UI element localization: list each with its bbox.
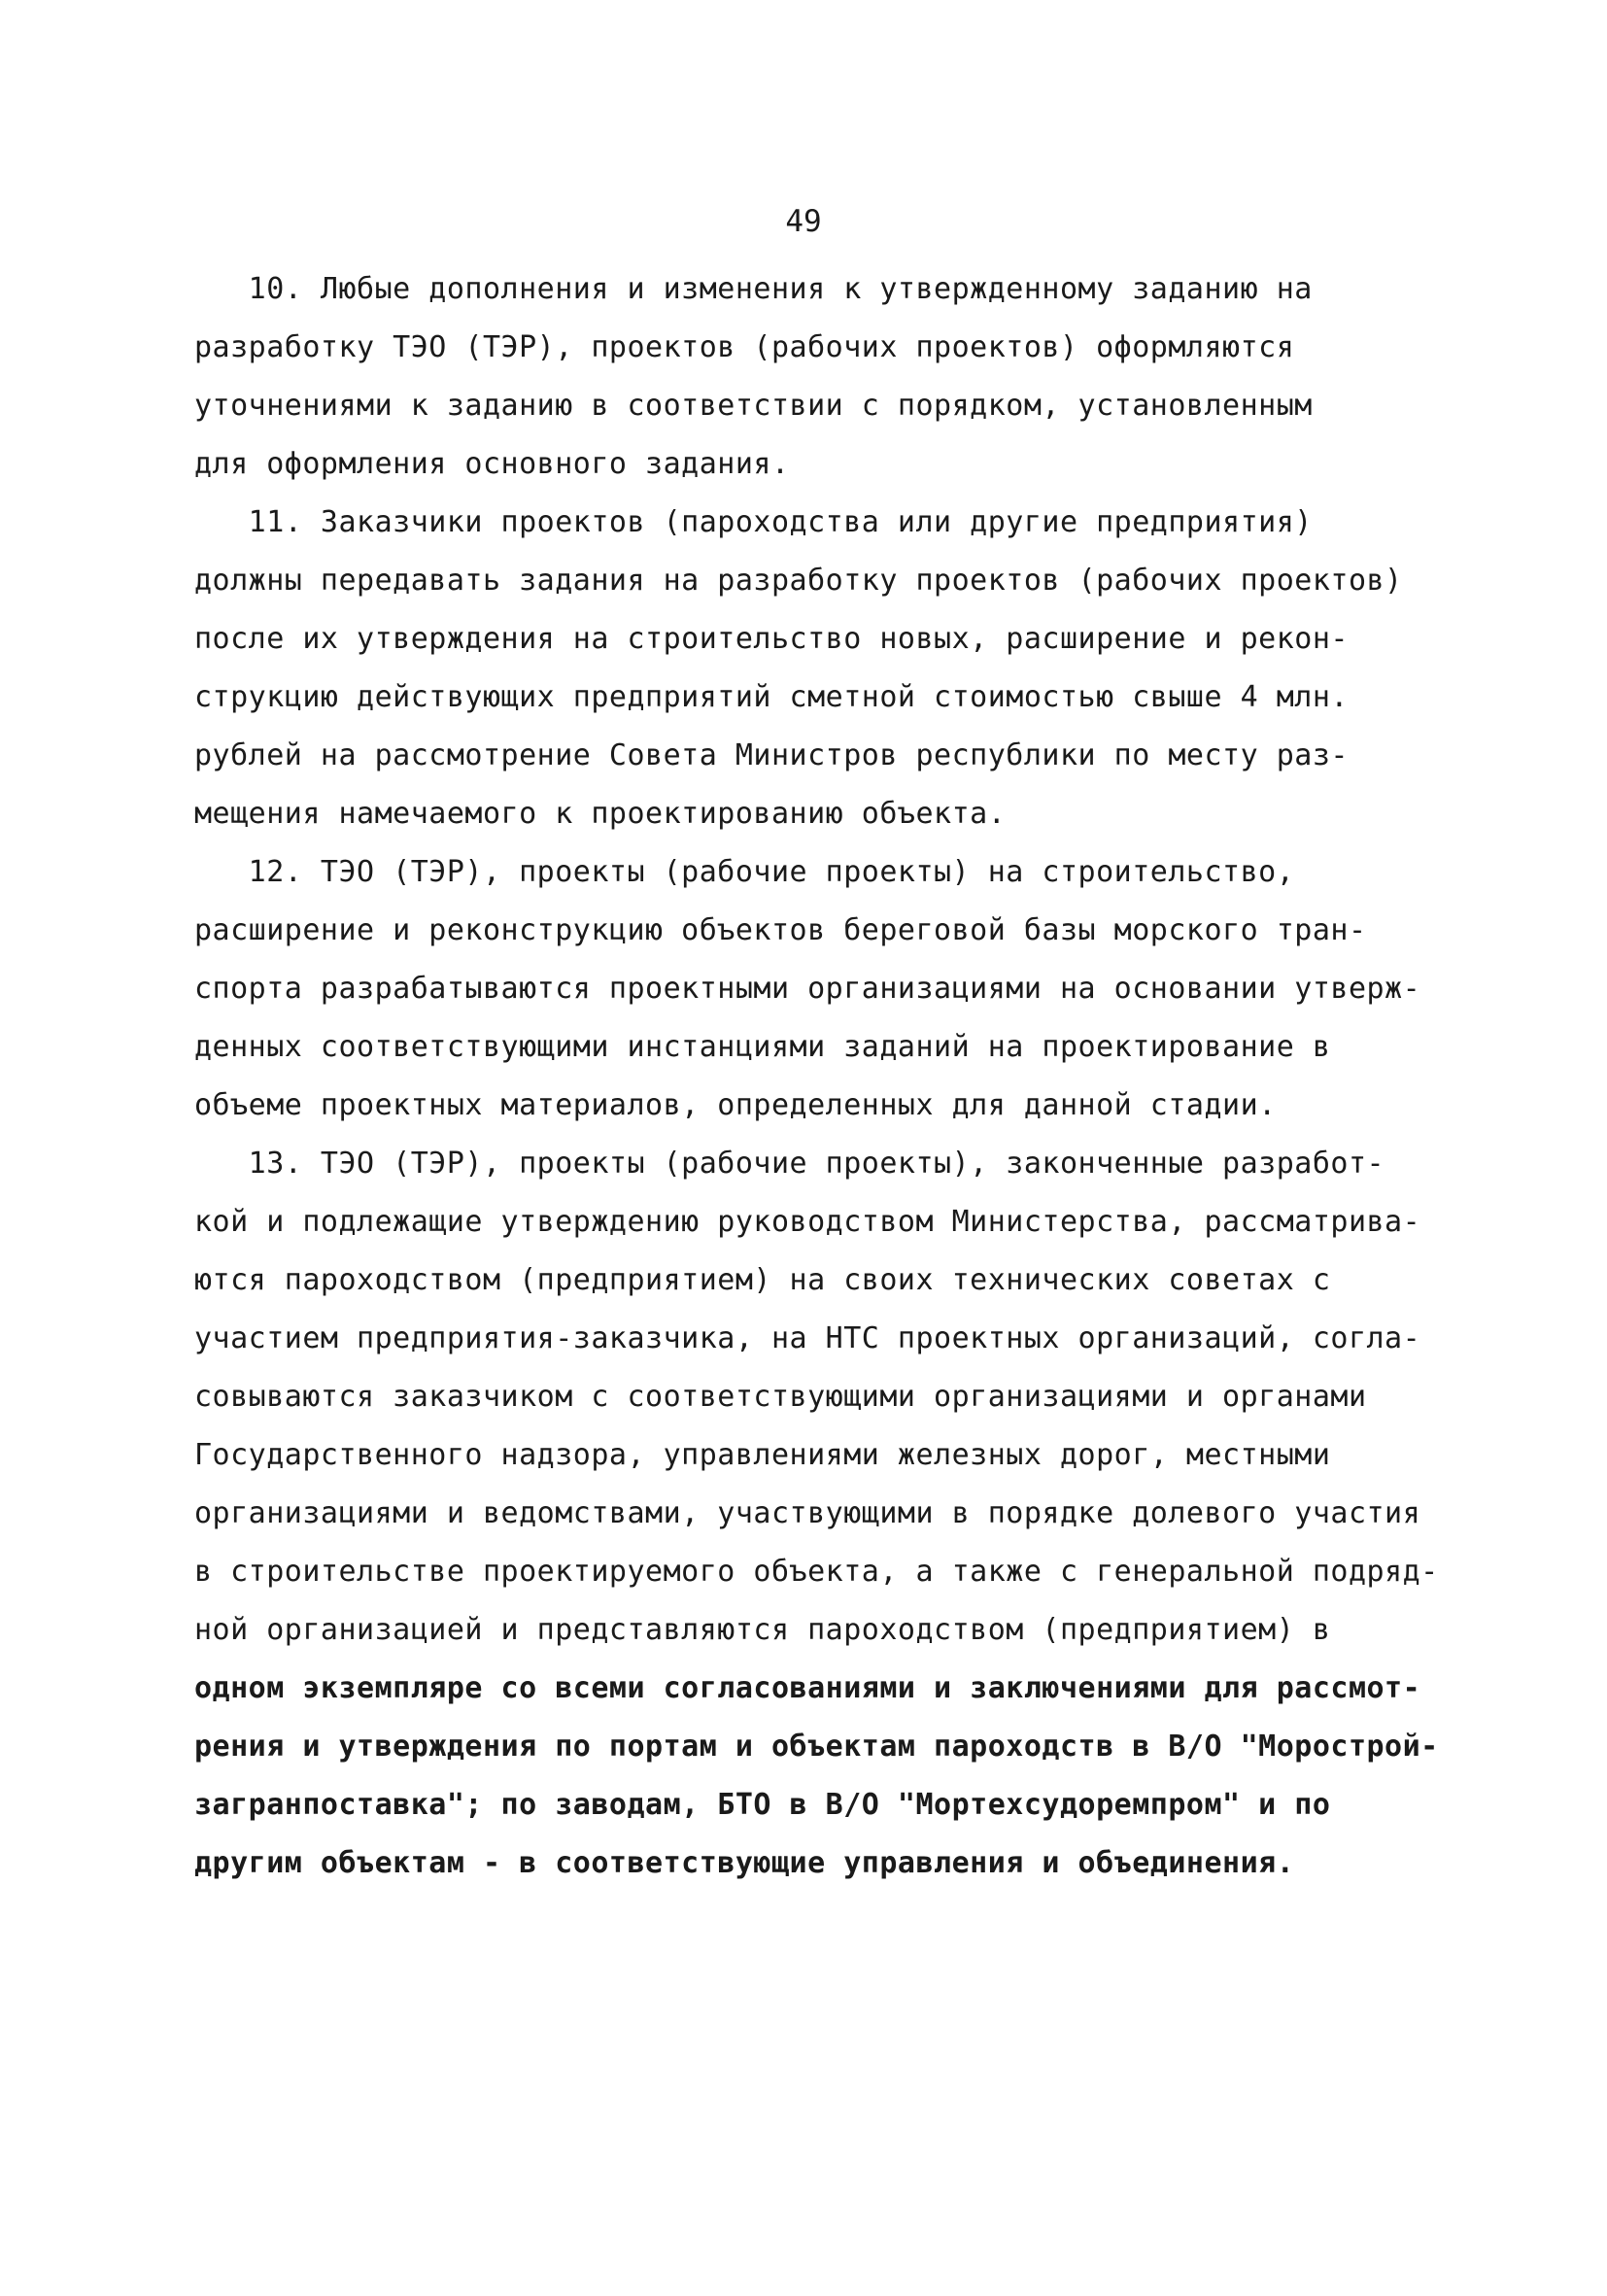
text-line: загранпоставка"; по заводам, БТО в В/О "Мортехсудоремпром" и по [194, 1788, 1331, 1822]
text-line: 10. Любые дополнения и изменения к утвержденному заданию на [194, 272, 1313, 306]
text-line: Государственного надзора, управлениями железных дорог, местными [194, 1438, 1331, 1472]
text-line: 11. Заказчики проектов (пароходства или другие предприятия) [194, 505, 1313, 539]
text-line: ются пароходством (предприятием) на своих технических советах с [194, 1263, 1331, 1297]
text-line: объеме проектных материалов, определенных для данной стадии. [194, 1088, 1277, 1122]
text-line: в строительстве проектируемого объекта, а также с генеральной подряд- [194, 1555, 1439, 1589]
text-line: после их утверждения на строительство новых, расширение и рекон- [194, 622, 1349, 656]
text-line: совываются заказчиком с соответствующими организациями и органами [194, 1380, 1367, 1414]
text-line: денных соответствующими инстанциями заданий на проектирование в [194, 1030, 1331, 1064]
text-line: рения и утверждения по портам и объектам пароходств в В/О "Морострой- [194, 1730, 1439, 1764]
text-line: расширение и реконструкцию объектов береговой базы морского тран- [194, 913, 1367, 947]
text-line: 13. ТЭО (ТЭР), проекты (рабочие проекты), законченные разработ- [194, 1147, 1385, 1181]
text-line: организациями и ведомствами, участвующими в порядке долевого участия [194, 1496, 1421, 1530]
text-line: уточнениями к заданию в соответствии с порядком, установленным [194, 389, 1313, 423]
text-line: разработку ТЭО (ТЭР), проектов (рабочих проектов) оформляются [194, 330, 1295, 364]
text-line: для оформления основного задания. [194, 447, 790, 481]
page-number: 49 [785, 204, 822, 239]
text-line: должны передавать задания на разработку проектов (рабочих проектов) [194, 564, 1403, 598]
text-line: ной организацией и представляются пароходством (предприятием) в [194, 1613, 1331, 1647]
text-line: кой и подлежащие утверждению руководством Министерства, рассматрива- [194, 1205, 1421, 1239]
text-line: участием предприятия-заказчика, на НТС проектных организаций, согла- [194, 1321, 1421, 1355]
text-line: мещения намечаемого к проектированию объекта. [194, 797, 1007, 831]
text-line: рублей на рассмотрение Совета Министров республики по месту раз- [194, 738, 1349, 772]
text-line: 12. ТЭО (ТЭР), проекты (рабочие проекты) на строительство, [194, 855, 1295, 889]
text-line: струкцию действующих предприятий сметной стоимостью свыше 4 млн. [194, 680, 1349, 714]
text-line: одном экземпляре со всеми согласованиями и заключениями для рассмот- [194, 1671, 1421, 1705]
text-line: другим объектам - в соответствующие управления и объединения. [194, 1846, 1295, 1880]
text-line: спорта разрабатываются проектными организациями на основании утверж- [194, 972, 1421, 1006]
